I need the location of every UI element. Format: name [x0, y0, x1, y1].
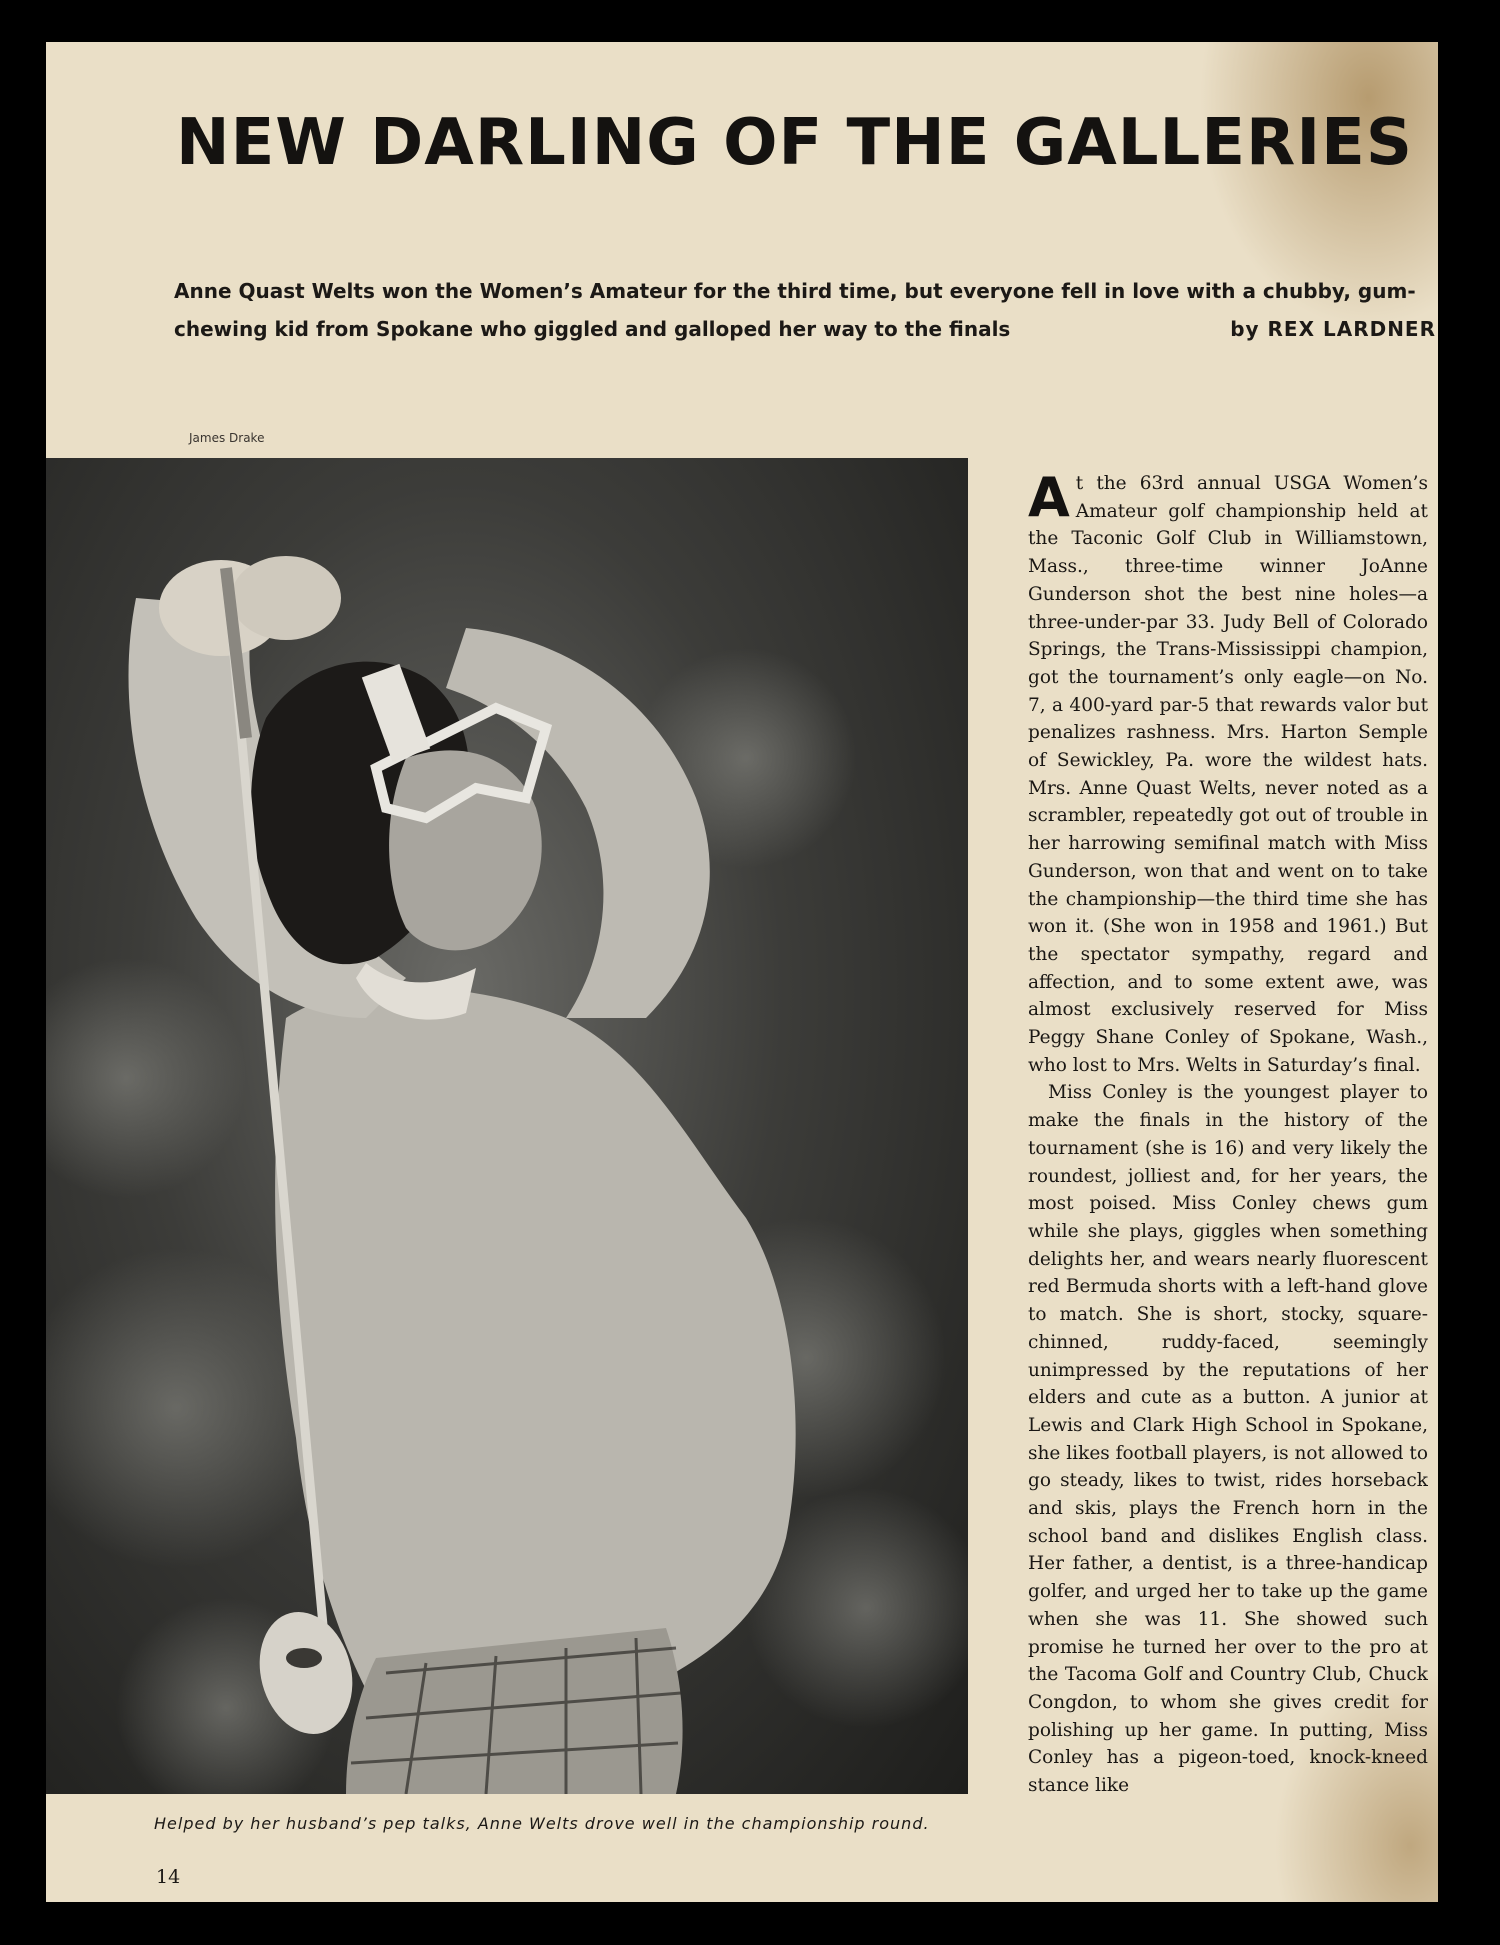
drop-cap: A: [1028, 470, 1070, 529]
paragraph-1: [1028, 470, 1428, 1079]
magazine-page: [46, 42, 1438, 1902]
golfer-photo: [46, 458, 968, 1794]
article-body: [1028, 470, 1428, 1895]
paragraph-2: Miss Conley is the youngest player to make the finals in the history of the tournament (she is 16) and very likely the roundest, jolliest and, for her years, the most poised. Miss Conley chews gum while she plays, giggles when something delights her, and wears nearly fluorescent red Bermuda shorts with a left-hand glove to match. She is short, stocky, square-chinned, ruddy-faced, seemingly unimpressed by the reputations of her elders and cute as a button. A junior at Lewis and Clark High School in Spokane, she likes football players, is not allowed to go steady, likes to twist, rides horseback and skis, plays the French horn in the school band and dislikes English class. Her father, a dentist, is a three-handicap golfer, and urged her to take up the game when she was 11. She showed such promise he turned her over to the pro at the Tacoma Golf and Country Club, Chuck Congdon, to whom she gives credit for polishing up her game. In putting, Miss Conley has a pigeon-toed, knock-kneed stance like: [1028, 1082, 1428, 1797]
article-deck: [174, 272, 1436, 348]
page-number: 14: [156, 1866, 181, 1888]
paragraph-1-text: t the 63rd annual USGA Women’s Amateur golf championship held at the Taconic Golf Club in Williamstown, Mass., three-time winner JoAnne Gunderson shot the best nine holes—a three-under-par 33. Judy Bell of Colorado Springs, the Trans-Mississippi champion, got the tournament’s only eagle—on No. 7, a 400-yard par-5 that rewards valor but penalizes rashness. Mrs. Harton Semple of Sewickley, Pa. wore the wildest hats. Mrs. Anne Quast Welts, never noted as a scrambler, repeatedly got out of trouble in her harrowing semifinal match with Miss Gunderson, won that and went on to take the championship—the third time she has won it. (She won in 1958 and 1961.) But the spectator sympathy, regard and affection, and to some extent awe, was almost exclusively reserved for Miss Peggy Shane Conley of Spokane, Wash., who lost to Mrs. Welts in Saturday’s final.: [1028, 473, 1428, 1076]
byline: by REX LARDNER: [1230, 317, 1436, 341]
article-title: NEW DARLING OF THE GALLERIES: [176, 106, 1413, 180]
golfer-illustration: [46, 458, 968, 1794]
photo-caption: Helped by her husband’s pep talks, Anne Welts drove well in the championship round.: [154, 1814, 930, 1833]
photo-credit: James Drake: [189, 431, 265, 445]
deck-text: Anne Quast Welts won the Women’s Amateur for the third time, but everyone fell in love with a chubby, gum-chewing kid from Spokane who giggled and galloped her way to the finals: [174, 279, 1416, 341]
